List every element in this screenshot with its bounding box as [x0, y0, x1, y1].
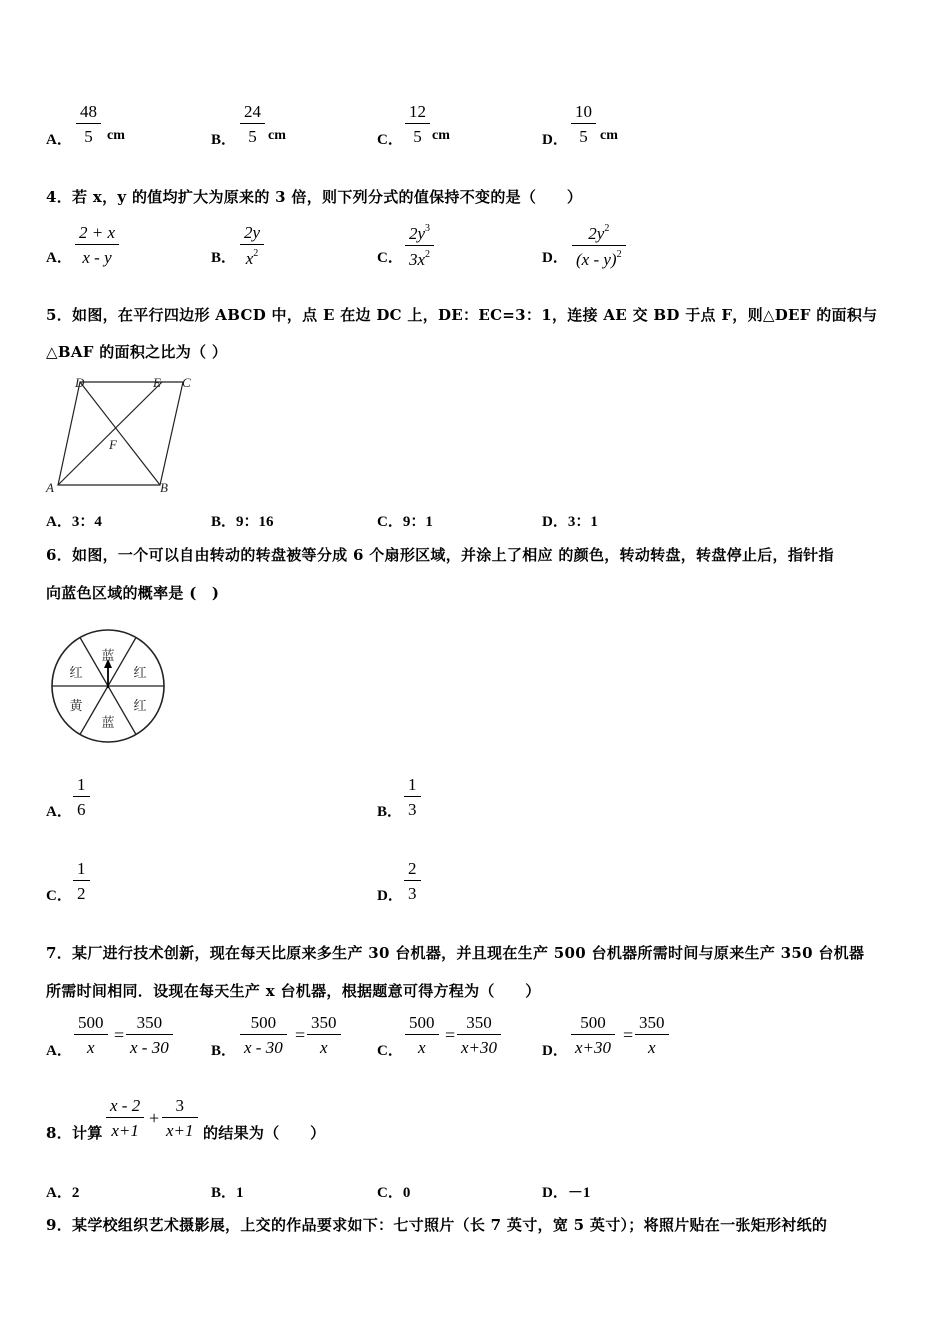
q3-option-b-fraction: 24 5	[240, 103, 265, 145]
label-f: F	[109, 437, 117, 452]
q6-text-line2: 向蓝色区域的概率是 ( )	[46, 584, 220, 602]
q4-option-b-fraction: 2y $x^2$	[240, 224, 264, 267]
q4-option-c-fraction: $2y^3$ $3x^2$	[405, 224, 434, 268]
sector-label-bottom: 蓝	[101, 716, 115, 731]
q4-option-b-letter: B．	[211, 250, 237, 266]
q4-text: 4．若 x，y 的值均扩大为原来的 3 倍，则下列分式的值保持不变的是（ ）	[46, 188, 583, 206]
q8-prefix: 8．计算	[46, 1124, 103, 1142]
q6-option-c-fraction: 1 2	[73, 860, 90, 902]
q6-option-b-fraction: 1 3	[404, 776, 421, 818]
q3-option-c-unit: cm	[432, 128, 450, 143]
label-d: D	[75, 375, 85, 390]
q6-option-a-fraction: 1 6	[73, 776, 90, 818]
q7-option-c-left: 500 x	[405, 1014, 439, 1056]
q7-text-line2: 所需时间相同．设现在每天生产 x 台机器，根据题意可得方程为（ ）	[46, 982, 541, 1000]
q6-option-b-letter: B．	[377, 804, 403, 820]
q5-option-a: A．3：4	[46, 514, 102, 530]
q3-option-b-letter: B．	[211, 132, 237, 148]
parallelogram-figure	[40, 372, 200, 497]
q6-option-c-letter: C．	[46, 888, 72, 904]
q5-option-d: D．3：1	[542, 514, 598, 530]
q3-option-a-unit: cm	[107, 128, 125, 143]
q8-suffix: 的结果为（ ）	[203, 1124, 326, 1142]
q5-option-c: C．9：1	[377, 514, 433, 530]
q6-option-a-letter: A．	[46, 804, 72, 820]
q7-option-b-right: 350 x	[307, 1014, 341, 1056]
q7-option-b-equals: =	[295, 1025, 306, 1045]
sector-label-lower-right: 红	[133, 699, 147, 714]
q3-option-a-fraction: 48 5	[76, 103, 101, 145]
q7-option-b-letter: B．	[211, 1043, 237, 1059]
q5-option-b: B．9：16	[211, 514, 274, 530]
q3-option-b-unit: cm	[268, 128, 286, 143]
q7-option-a-right: 350 x - 30	[126, 1014, 173, 1056]
q8-option-d: D．－1	[542, 1185, 591, 1201]
q8-option-a: A．2	[46, 1185, 80, 1201]
q6-option-d-letter: D．	[377, 888, 403, 904]
q6-option-d-fraction: 2 3	[404, 860, 421, 902]
sector-label-top: 蓝	[101, 649, 115, 664]
q4-option-a-letter: A．	[46, 250, 72, 266]
q4-option-d-letter: D．	[542, 250, 568, 266]
q7-option-b-left: 500 x - 30	[240, 1014, 287, 1056]
q7-option-a-equals: =	[114, 1025, 125, 1045]
q8-option-b: B．1	[211, 1185, 244, 1201]
q8-option-c: C．0	[377, 1185, 411, 1201]
q7-option-c-equals: =	[445, 1025, 456, 1045]
q7-text-line1: 7．某厂进行技术创新，现在每天比原来多生产 30 台机器，并且现在生产 500 台机器所需时间与原来生产 350 台机器	[46, 944, 865, 962]
sector-label-upper-left: 红	[69, 666, 83, 681]
q7-option-d-equals: =	[623, 1025, 634, 1045]
spinner-figure	[48, 624, 173, 749]
q7-option-c-right: 350 x+30	[457, 1014, 501, 1056]
q5-text-line2: △BAF 的面积之比为（ ）	[46, 343, 228, 361]
sector-label-lower-left: 黄	[69, 699, 83, 714]
q9-text: 9．某学校组织艺术摄影展，上交的作品要求如下：七寸照片（长 7 英寸，宽 5 英寸）；将照片贴在一张矩形衬纸的	[46, 1216, 828, 1234]
label-a: A	[46, 480, 54, 495]
q3-option-c-fraction: 12 5	[405, 103, 430, 145]
q7-option-d-left: 500 x+30	[571, 1014, 615, 1056]
label-c: C	[182, 375, 191, 390]
q8-fraction-1: x - 2 x+1	[106, 1097, 144, 1139]
q7-option-d-letter: D．	[542, 1043, 568, 1059]
diagonal-db	[80, 382, 160, 485]
segment-ae	[58, 382, 162, 485]
label-b: B	[160, 480, 168, 495]
q7-option-a-left: 500 x	[74, 1014, 108, 1056]
q6-text-line1: 6．如图，一个可以自由转动的转盘被等分成 6 个扇形区域，并涂上了相应 的颜色，转动转盘，转盘停止后，指针指	[46, 546, 834, 564]
q3-option-c-letter: C．	[377, 132, 403, 148]
sector-label-upper-right: 红	[133, 666, 147, 681]
q7-option-c-letter: C．	[377, 1043, 403, 1059]
q8-fraction-2: 3 x+1	[162, 1097, 198, 1139]
q3-option-d-letter: D．	[542, 132, 568, 148]
q3-option-a-letter: A．	[46, 132, 72, 148]
q7-option-d-right: 350 x	[635, 1014, 669, 1056]
q3-option-d-fraction: 10 5	[571, 103, 596, 145]
q3-option-d-unit: cm	[600, 128, 618, 143]
q8-plus: +	[149, 1108, 160, 1128]
q5-text-line1: 5．如图，在平行四边形 ABCD 中，点 E 在边 DC 上，DE：EC=3：1，连接 AE 交 BD 于点 F，则△DEF 的面积与	[46, 306, 878, 324]
q4-option-a-fraction: 2 + x x - y	[75, 224, 119, 266]
q4-option-d-fraction: $2y^2$ (x - y)$^2$	[572, 224, 626, 268]
q7-option-a-letter: A．	[46, 1043, 72, 1059]
label-e: E	[153, 375, 161, 390]
q4-option-c-letter: C．	[377, 250, 403, 266]
